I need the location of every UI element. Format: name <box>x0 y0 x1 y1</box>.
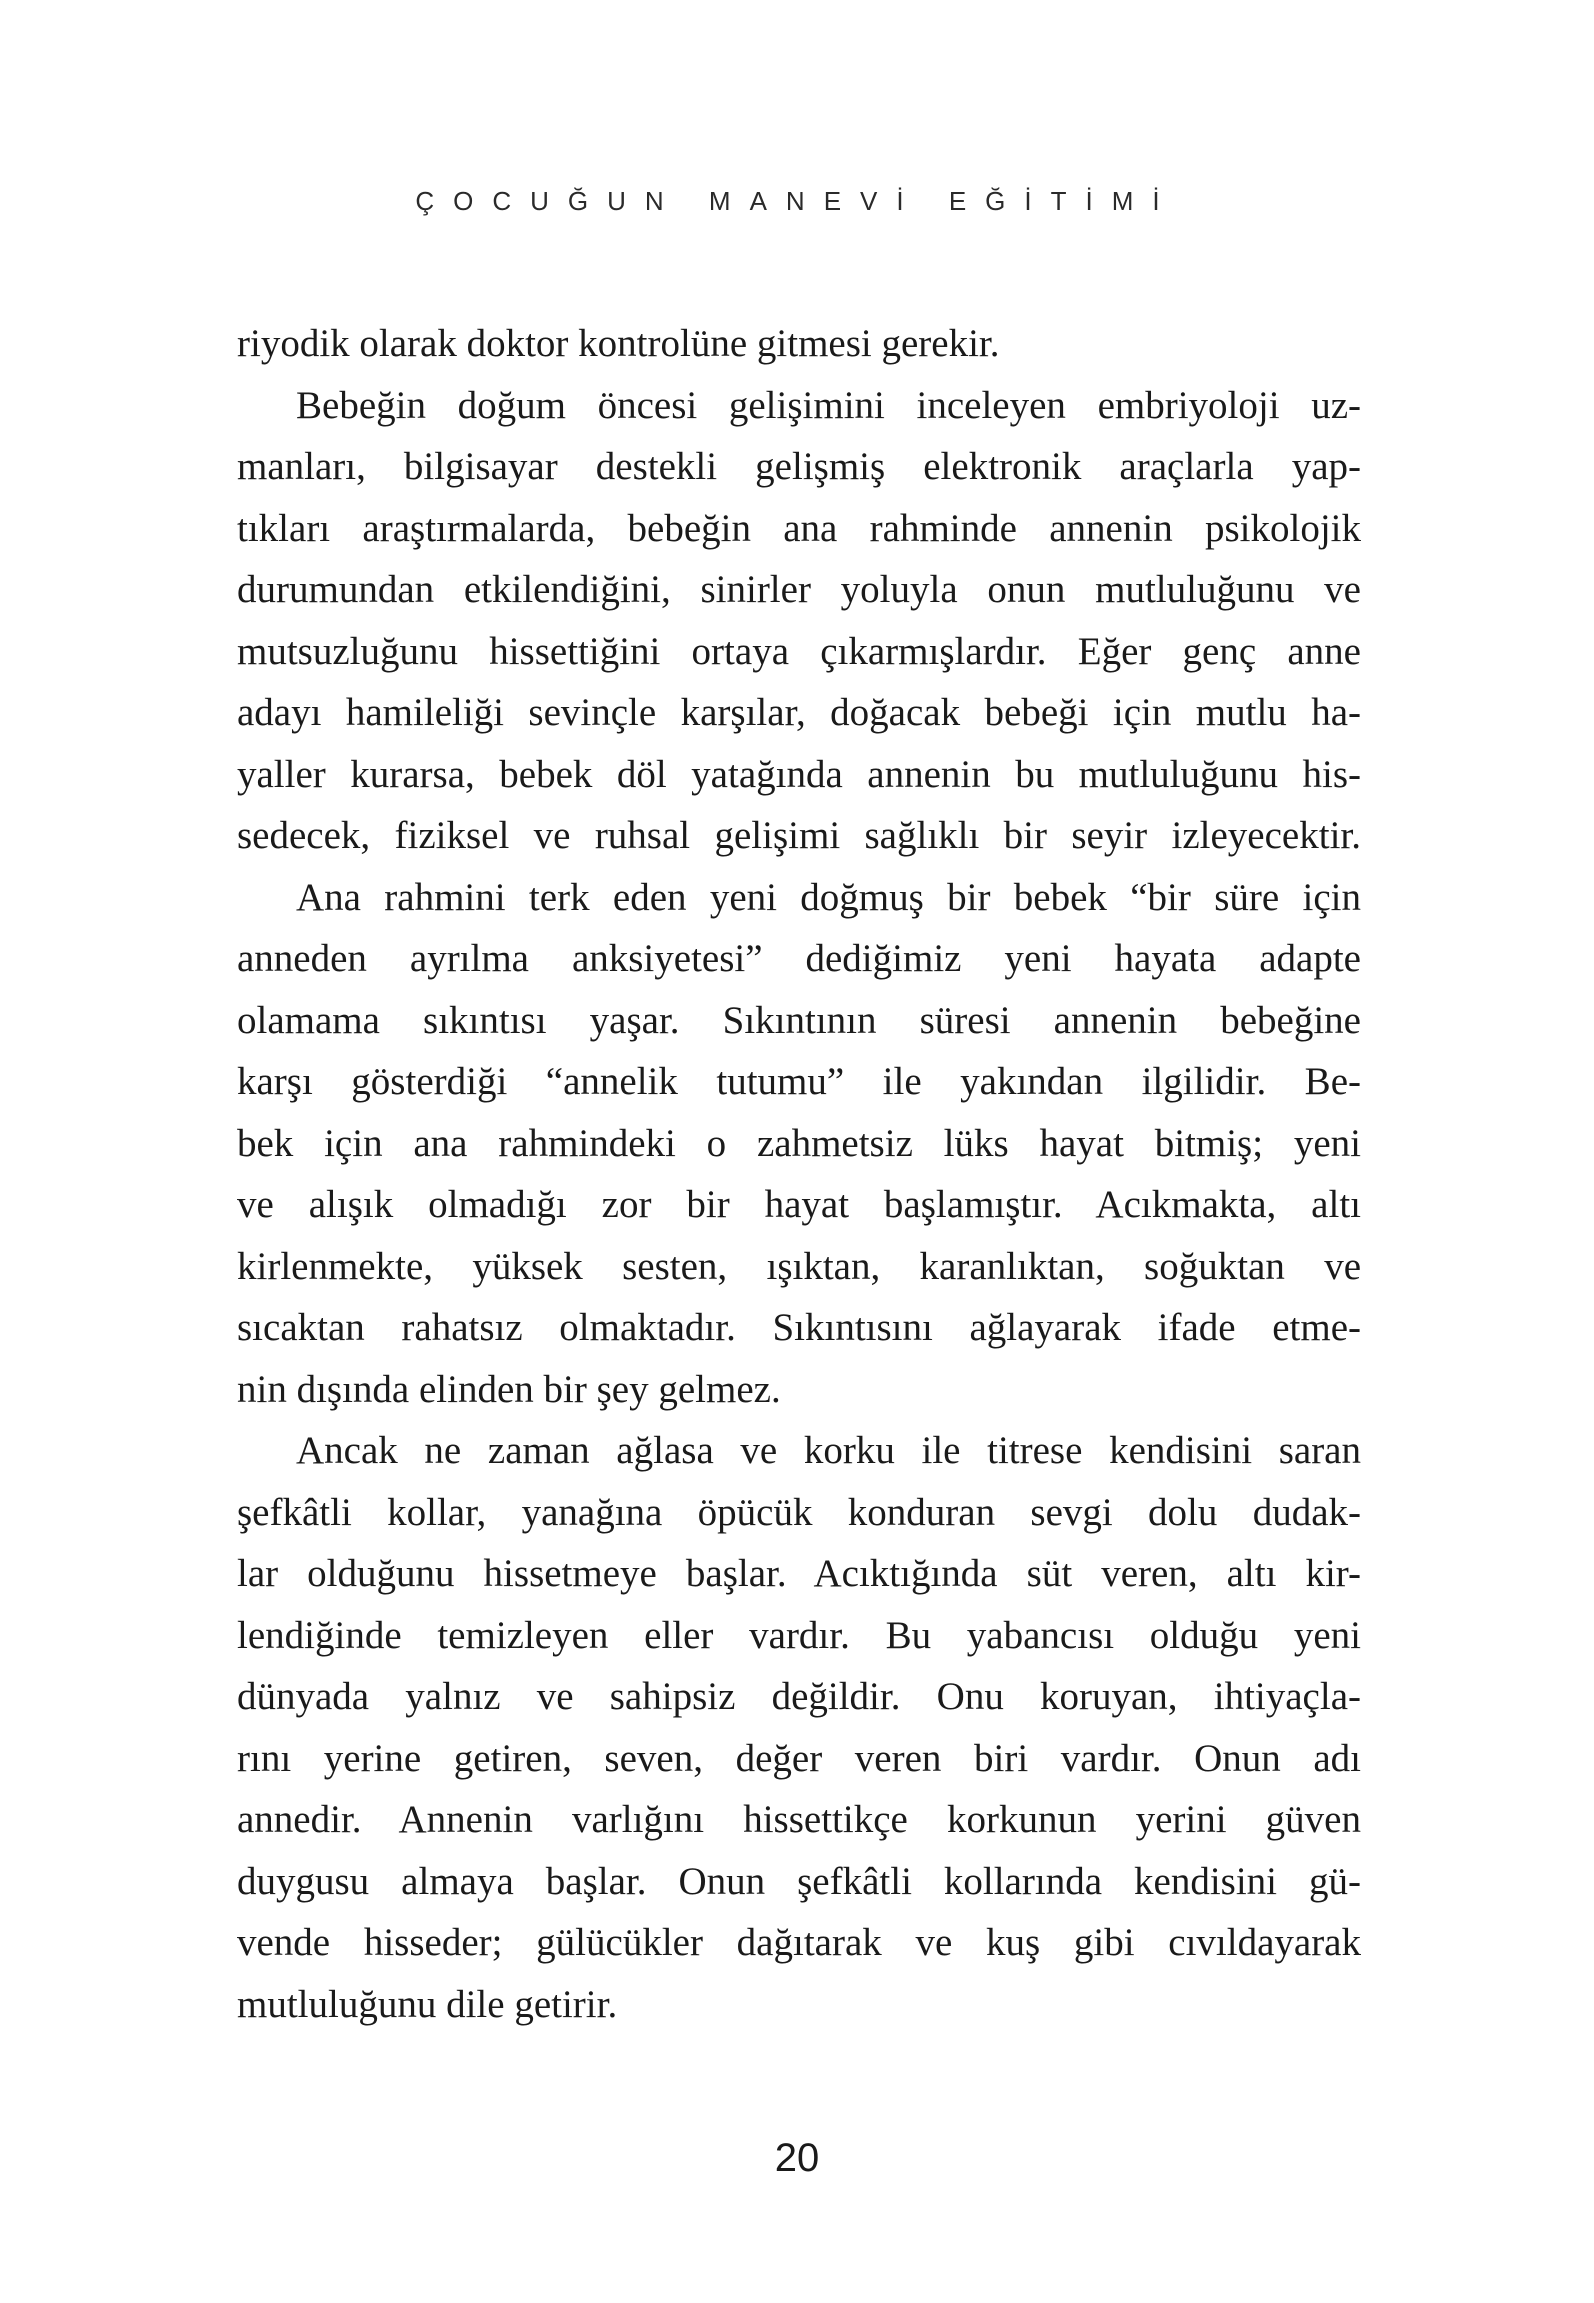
text-line: Ancak ne zaman ağlasa ve korku ile titrese kendisini saran <box>296 1429 1361 1472</box>
text-line: yaller kurarsa, bebek döl yatağında annenin bu mutluluğunu his- <box>237 752 1361 796</box>
text-line: karşı gösterdiği “annelik tutumu” ile yakından ilgilidir. Be- <box>237 1060 1361 1103</box>
text-line: durumundan etkilendiğini, sinirler yoluyla onun mutluluğunu ve <box>237 568 1361 611</box>
text-line: riyodik olarak doktor kontrolüne gitmesi gerekir. <box>237 322 1000 365</box>
text-line: vende hisseder; gülücükler dağıtarak ve kuş gibi cıvıldayarak <box>237 1921 1361 1964</box>
text-line: lendiğinde temizleyen eller vardır. Bu yabancısı olduğu yeni <box>237 1613 1361 1657</box>
paragraph <box>237 1420 1361 2035</box>
text-line: olamama sıkıntısı yaşar. Sıkıntının süresi annenin bebeğine <box>237 998 1361 1042</box>
paragraph <box>237 375 1361 867</box>
text-line: sıcaktan rahatsız olmaktadır. Sıkıntısını ağlayarak ifade etme- <box>237 1306 1361 1349</box>
text-line: manları, bilgisayar destekli gelişmiş elektronik araçlarla yap- <box>237 445 1361 488</box>
text-line: rını yerine getiren, seven, değer veren biri vardır. Onun adı <box>237 1736 1361 1780</box>
text-line: Ana rahmini terk eden yeni doğmuş bir bebek “bir süre için <box>296 875 1361 919</box>
running-header: ÇOCUĞUN MANEVİ EĞİTİMİ <box>415 186 1179 216</box>
text-line: mutluluğunu dile getirir. <box>237 1982 618 2026</box>
text-line: şefkâtli kollar, yanağına öpücük konduran sevgi dolu dudak- <box>237 1490 1361 1534</box>
text-line: lar olduğunu hissetmeye başlar. Acıktığında süt veren, altı kir- <box>237 1552 1361 1595</box>
text-line: duygusu almaya başlar. Onun şefkâtli kollarında kendisini gü- <box>237 1859 1361 1903</box>
text-line: anneden ayrılma anksiyetesi” dediğimiz yeni hayata adapte <box>237 937 1361 980</box>
text-line: nin dışında elinden bir şey gelmez. <box>237 1367 781 1411</box>
body-text <box>237 313 1361 2035</box>
text-line: mutsuzluğunu hissettiğini ortaya çıkarmışlardır. Eğer genç anne <box>237 629 1361 673</box>
text-line: dünyada yalnız ve sahipsiz değildir. Onu koruyan, ihtiyaçla- <box>237 1675 1361 1718</box>
text-line: sedecek, fiziksel ve ruhsal gelişimi sağlıklı bir seyir izleyecektir. <box>237 814 1361 857</box>
page-number: 20 <box>774 2136 820 2180</box>
text-line: Bebeğin doğum öncesi gelişimini inceleyen embriyoloji uz- <box>296 383 1361 427</box>
text-line: annedir. Annenin varlığını hissettikçe korkunun yerini güven <box>237 1798 1361 1841</box>
text-line: kirlenmekte, yüksek sesten, ışıktan, karanlıktan, soğuktan ve <box>237 1244 1361 1288</box>
text-line: bek için ana rahmindeki o zahmetsiz lüks hayat bitmiş; yeni <box>237 1121 1361 1165</box>
text-line: tıkları araştırmalarda, bebeğin ana rahminde annenin psikolojik <box>237 506 1361 550</box>
paragraph <box>237 313 1361 375</box>
text-line: ve alışık olmadığı zor bir hayat başlamıştır. Acıkmakta, altı <box>237 1183 1361 1226</box>
paragraph <box>237 867 1361 1421</box>
text-line: adayı hamileliği sevinçle karşılar, doğacak bebeği için mutlu ha- <box>237 691 1361 734</box>
